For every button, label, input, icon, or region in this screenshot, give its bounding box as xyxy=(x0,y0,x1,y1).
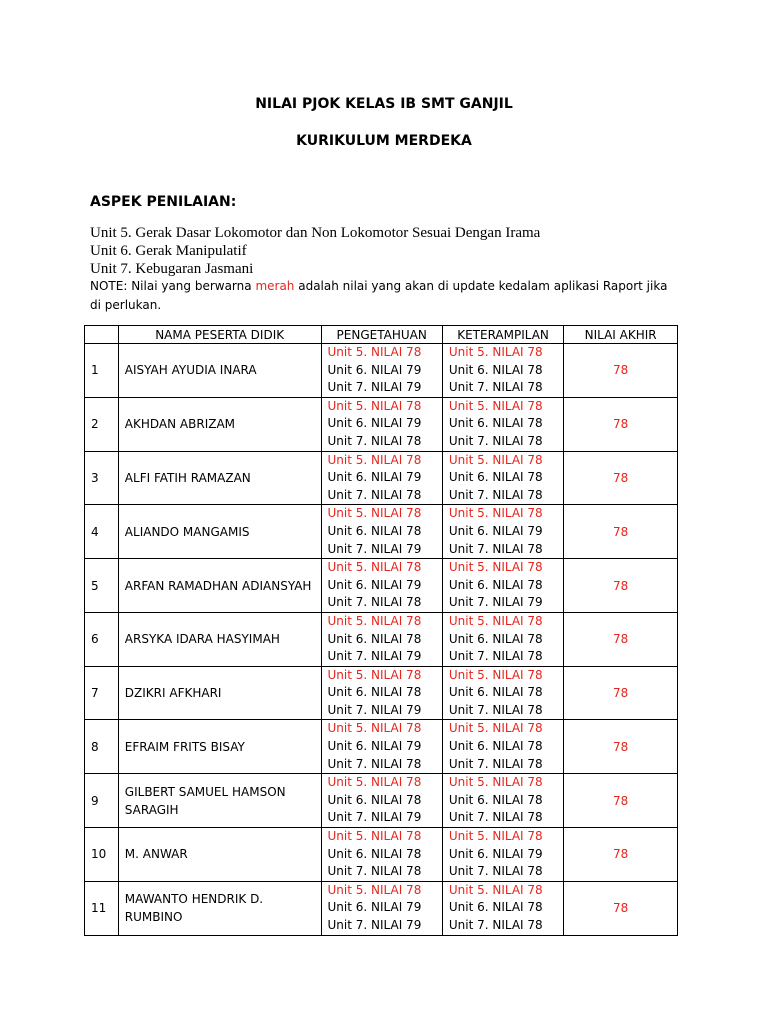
final-score: 78 xyxy=(564,344,678,398)
knowledge-scores xyxy=(321,559,442,613)
header-skill: KETERAMPILAN xyxy=(442,326,563,344)
document-subtitle: KURIKULUM MERDEKA xyxy=(296,133,472,149)
unit-score: Unit 5. NILAI 78 xyxy=(448,560,543,575)
document-title: NILAI PJOK KELAS IB SMT GANJIL xyxy=(255,96,513,112)
unit-score: Unit 6. NILAI 78 xyxy=(448,362,543,377)
student-name: GILBERT SAMUEL HAMSON SARAGIH xyxy=(118,774,321,828)
unit-score: Unit 5. NILAI 78 xyxy=(327,560,422,575)
note-suffix: adalah nilai yang akan di update kedalam aplikasi Raport jika di perlukan. xyxy=(90,279,668,312)
unit-score: Unit 7. NILAI 78 xyxy=(327,756,422,771)
student-name: ALFI FATIH RAMAZAN xyxy=(118,451,321,505)
unit-score: Unit 6. NILAI 79 xyxy=(327,416,422,431)
unit-score: Unit 7. NILAI 78 xyxy=(327,595,422,610)
student-name: MAWANTO HENDRIK D. RUMBINO xyxy=(118,881,321,935)
final-score: 78 xyxy=(564,666,678,720)
unit-score: Unit 5. NILAI 78 xyxy=(448,667,543,682)
unit-score: Unit 7. NILAI 79 xyxy=(448,595,543,610)
table-header-row xyxy=(85,326,678,344)
unit-score: Unit 5. NILAI 78 xyxy=(448,506,543,521)
unit-score: Unit 5. NILAI 78 xyxy=(327,667,422,682)
unit-score: Unit 5. NILAI 78 xyxy=(448,775,543,790)
unit-score: Unit 6. NILAI 79 xyxy=(448,846,543,861)
header-no xyxy=(85,326,119,344)
unit-score: Unit 7. NILAI 78 xyxy=(448,810,543,825)
unit-score: Unit 5. NILAI 78 xyxy=(448,882,543,897)
unit-score: Unit 5. NILAI 78 xyxy=(327,613,422,628)
final-score: 78 xyxy=(564,559,678,613)
unit-list xyxy=(90,224,540,278)
student-name: AISYAH AYUDIA INARA xyxy=(118,344,321,398)
unit-score: Unit 5. NILAI 78 xyxy=(327,829,422,844)
unit-score: Unit 7. NILAI 79 xyxy=(327,541,422,556)
final-score: 78 xyxy=(564,451,678,505)
knowledge-scores xyxy=(321,451,442,505)
unit-item: Unit 7. Kebugaran Jasmani xyxy=(90,261,254,277)
unit-score: Unit 5. NILAI 78 xyxy=(448,829,543,844)
unit-score: Unit 6. NILAI 79 xyxy=(327,362,422,377)
unit-score: Unit 5. NILAI 78 xyxy=(327,775,422,790)
row-number: 1 xyxy=(85,344,119,398)
unit-score: Unit 6. NILAI 78 xyxy=(448,900,543,915)
skill-scores xyxy=(442,666,563,720)
knowledge-scores xyxy=(321,828,442,882)
row-number: 3 xyxy=(85,451,119,505)
unit-score: Unit 5. NILAI 78 xyxy=(327,721,422,736)
final-score: 78 xyxy=(564,881,678,935)
unit-score: Unit 7. NILAI 78 xyxy=(448,541,543,556)
knowledge-scores xyxy=(321,720,442,774)
unit-score: Unit 7. NILAI 79 xyxy=(327,702,422,717)
unit-score: Unit 6. NILAI 78 xyxy=(448,416,543,431)
table-row xyxy=(85,397,678,451)
row-number: 9 xyxy=(85,774,119,828)
knowledge-scores xyxy=(321,505,442,559)
unit-score: Unit 6. NILAI 79 xyxy=(327,900,422,915)
skill-scores xyxy=(442,774,563,828)
final-score: 78 xyxy=(564,505,678,559)
unit-score: Unit 6. NILAI 78 xyxy=(327,631,422,646)
note-paragraph xyxy=(90,277,670,315)
table-row xyxy=(85,612,678,666)
unit-score: Unit 7. NILAI 78 xyxy=(448,702,543,717)
row-number: 10 xyxy=(85,828,119,882)
unit-score: Unit 6. NILAI 79 xyxy=(327,470,422,485)
skill-scores xyxy=(442,451,563,505)
row-number: 4 xyxy=(85,505,119,559)
unit-score: Unit 6. NILAI 78 xyxy=(448,631,543,646)
unit-score: Unit 7. NILAI 79 xyxy=(327,649,422,664)
knowledge-scores xyxy=(321,612,442,666)
unit-score: Unit 7. NILAI 78 xyxy=(448,864,543,879)
row-number: 2 xyxy=(85,397,119,451)
row-number: 8 xyxy=(85,720,119,774)
table-row xyxy=(85,344,678,398)
unit-score: Unit 7. NILAI 78 xyxy=(327,487,422,502)
student-name: ALIANDO MANGAMIS xyxy=(118,505,321,559)
table-row xyxy=(85,881,678,935)
table-row xyxy=(85,720,678,774)
skill-scores xyxy=(442,559,563,613)
unit-score: Unit 7. NILAI 78 xyxy=(327,864,422,879)
unit-score: Unit 7. NILAI 78 xyxy=(327,433,422,448)
header-knowledge: PENGETAHUAN xyxy=(321,326,442,344)
unit-score: Unit 7. NILAI 78 xyxy=(448,918,543,932)
knowledge-scores xyxy=(321,344,442,398)
knowledge-scores xyxy=(321,666,442,720)
note-prefix: NOTE: Nilai yang berwarna xyxy=(90,279,256,293)
unit-score: Unit 6. NILAI 78 xyxy=(448,470,543,485)
unit-score: Unit 7. NILAI 79 xyxy=(327,810,422,825)
unit-score: Unit 6. NILAI 78 xyxy=(448,685,543,700)
knowledge-scores xyxy=(321,397,442,451)
student-name: EFRAIM FRITS BISAY xyxy=(118,720,321,774)
unit-item: Unit 6. Gerak Manipulatif xyxy=(90,243,247,259)
table-row xyxy=(85,559,678,613)
grades-table xyxy=(84,325,678,936)
unit-score: Unit 5. NILAI 78 xyxy=(448,398,543,413)
unit-score: Unit 5. NILAI 78 xyxy=(327,398,422,413)
unit-score: Unit 6. NILAI 79 xyxy=(448,523,543,538)
skill-scores xyxy=(442,397,563,451)
header-name: NAMA PESERTA DIDIK xyxy=(118,326,321,344)
student-name: ARFAN RAMADHAN ADIANSYAH xyxy=(118,559,321,613)
unit-score: Unit 5. NILAI 78 xyxy=(448,613,543,628)
table-row xyxy=(85,774,678,828)
unit-score: Unit 6. NILAI 78 xyxy=(448,577,543,592)
table-row xyxy=(85,451,678,505)
skill-scores xyxy=(442,720,563,774)
row-number: 6 xyxy=(85,612,119,666)
unit-score: Unit 5. NILAI 78 xyxy=(448,345,543,359)
unit-score: Unit 7. NILAI 79 xyxy=(327,918,422,932)
unit-score: Unit 7. NILAI 78 xyxy=(448,380,543,395)
unit-score: Unit 6. NILAI 78 xyxy=(327,523,422,538)
row-number: 7 xyxy=(85,666,119,720)
final-score: 78 xyxy=(564,720,678,774)
table-body xyxy=(85,344,678,936)
unit-score: Unit 5. NILAI 78 xyxy=(327,345,422,359)
unit-score: Unit 7. NILAI 79 xyxy=(327,380,422,395)
skill-scores xyxy=(442,881,563,935)
student-name: ARSYKA IDARA HASYIMAH xyxy=(118,612,321,666)
student-name: AKHDAN ABRIZAM xyxy=(118,397,321,451)
final-score: 78 xyxy=(564,828,678,882)
unit-score: Unit 5. NILAI 78 xyxy=(448,721,543,736)
unit-score: Unit 6. NILAI 78 xyxy=(448,739,543,754)
note-red-word: merah xyxy=(255,279,295,293)
final-score: 78 xyxy=(564,612,678,666)
table-row xyxy=(85,828,678,882)
table-row xyxy=(85,505,678,559)
row-number: 11 xyxy=(85,881,119,935)
unit-score: Unit 6. NILAI 79 xyxy=(327,577,422,592)
skill-scores xyxy=(442,612,563,666)
table-row xyxy=(85,666,678,720)
unit-score: Unit 7. NILAI 78 xyxy=(448,649,543,664)
final-score: 78 xyxy=(564,774,678,828)
unit-score: Unit 7. NILAI 78 xyxy=(448,433,543,448)
skill-scores xyxy=(442,828,563,882)
unit-score: Unit 5. NILAI 78 xyxy=(327,506,422,521)
unit-score: Unit 5. NILAI 78 xyxy=(327,452,422,467)
header-final: NILAI AKHIR xyxy=(564,326,678,344)
unit-score: Unit 5. NILAI 78 xyxy=(327,882,422,897)
final-score: 78 xyxy=(564,397,678,451)
unit-score: Unit 7. NILAI 78 xyxy=(448,756,543,771)
unit-score: Unit 6. NILAI 78 xyxy=(327,792,422,807)
unit-score: Unit 5. NILAI 78 xyxy=(448,452,543,467)
unit-item: Unit 5. Gerak Dasar Lokomotor dan Non Lokomotor Sesuai Dengan Irama xyxy=(90,225,541,241)
student-name: DZIKRI AFKHARI xyxy=(118,666,321,720)
student-name: M. ANWAR xyxy=(118,828,321,882)
unit-score: Unit 6. NILAI 78 xyxy=(448,792,543,807)
unit-score: Unit 6. NILAI 78 xyxy=(327,846,422,861)
skill-scores xyxy=(442,344,563,398)
unit-score: Unit 6. NILAI 78 xyxy=(327,685,422,700)
unit-score: Unit 7. NILAI 78 xyxy=(448,487,543,502)
skill-scores xyxy=(442,505,563,559)
row-number: 5 xyxy=(85,559,119,613)
knowledge-scores xyxy=(321,881,442,935)
unit-score: Unit 6. NILAI 79 xyxy=(327,739,422,754)
aspect-heading: ASPEK PENILAIAN: xyxy=(90,194,237,210)
knowledge-scores xyxy=(321,774,442,828)
